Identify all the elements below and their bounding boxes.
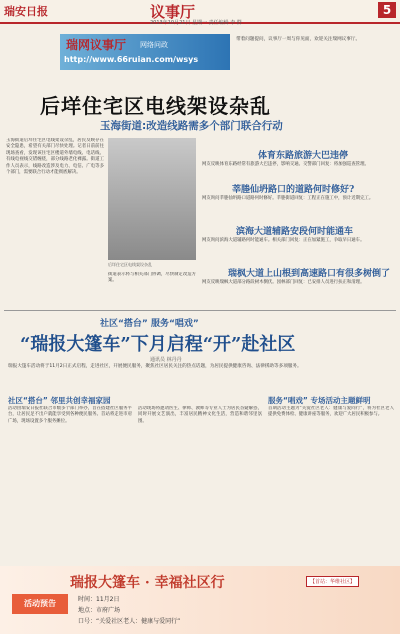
promo-place: 地点：市府广场 [78, 607, 121, 614]
story2-lead: 瑞报大篷车活动将于11月2日正式启程，走进社区，开展便民服务，聚焦社区居民关注的热点话题，为居民提供健康咨询、法律援助等多项服务。 [8, 364, 302, 369]
lead-photo [108, 138, 196, 260]
news-text-1: 网友反映体育东路经常有旅游大巴违停，影响交通。交警部门回复：将加强巡查管理。 [202, 162, 369, 167]
banner-intro: 带着问题提问，议事厅一周与你见面，欢迎关注瑞网议事厅。 [236, 37, 361, 42]
page-number: 5 [378, 2, 396, 18]
banner-url[interactable]: http://www.66ruian.com/wsys [64, 55, 199, 64]
photo-caption: 后垟住宅区电线架设杂乱 [108, 262, 152, 267]
subsection-1-text: 活动由瑞安日报社联合市级多个部门举办，旨在搭建社区服务平台，让居民足不出户就能享受到各种便民服务。首站将走进市府广场，现场设置多个服务摊位。 [8, 406, 132, 424]
paper-name: 瑞安日报 [4, 5, 48, 18]
subsection-3-text: 首期活动主题为“关爱社区老人：健康与爱同行”，将为社区老人提供免费体检、健康讲座等服务，欢迎广大居民积极参与。 [268, 406, 394, 418]
news-text-4: 网友反映瑞枫大道部分路段树木倒伏。园林部门回复：已安排人员进行扶正和清理。 [202, 280, 365, 285]
news-text-2: 网友询问莘塍仙坍路口道路何时修好。莘塍街道回复：工程正在施工中，预计近期完工。 [202, 196, 374, 201]
news-head-4: 瑞枫大道上山根到高速路口有很多树倒了 [228, 269, 391, 279]
subhead-1: 社区“搭台” 邻里共创幸福家园 [8, 396, 111, 405]
issue-info: 2013年10月21日 星期一 责任编辑 李 群 [150, 20, 242, 26]
section-divider [4, 310, 396, 311]
news-text-3: 网友询问滨海大道辅路何时能通车。相关部门回复：正在加紧施工，争取早日通车。 [202, 238, 365, 243]
promo-label: 活动预告 [12, 594, 68, 614]
promo-tag: 【首站：华维社区】 [306, 576, 359, 587]
lead-subheadline: 玉海街道:改造线路需多个部门联合行动 [100, 120, 283, 132]
story2-byline: 通讯员 林丹丹 [150, 357, 182, 363]
subsection-2-text: 活动现场将邀请医生、律师、教师等专业人士为居民答疑解惑，同时开展文艺演出，丰富居民精神文化生活，营造和谐邻里氛围。 [138, 406, 262, 424]
section-title: 议事厅 [150, 3, 196, 21]
lead-body-continued: 街道表示将与相关部门协调，尽快制定改造方案。 [108, 272, 196, 284]
news-head-1: 体育东路旅游大巴违停 [258, 151, 349, 161]
promo-time: 时间：11月2日 [78, 596, 120, 603]
promo-title: 瑞报大篷车 · 幸福社区行 [70, 575, 225, 591]
news-head-2: 莘塍仙坍路口的道路何时修好? [232, 185, 355, 195]
lead-body: 玉海街道后垟住宅区电线架设杂乱，居民反映存在安全隐患，希望有关部门尽快处理。记者日前前往现场查看，发现该住宅区楼道外墙电线、电话线、有线电视线交错缠绕，部分线路老化裸露。街道工作人员表示，线路改造涉及电力、电信、广电等多个部门，需要联合行动才能彻底解决。 [6, 138, 104, 176]
lead-headline: 后垟住宅区电线架设杂乱 [40, 94, 271, 118]
subhead-3: 服务“唱戏” 专场活动主题鲜明 [268, 396, 371, 405]
promo-topic: 口号：“关爱社区老人：健康与爱同行” [78, 618, 181, 625]
banner-subtitle: 网络问政 [140, 41, 168, 49]
news-head-3: 滨海大道辅路安段何时能通车 [236, 227, 354, 237]
banner-title: 瑞网议事厅 [66, 38, 127, 52]
story2-kicker: 社区“搭台” 服务“唱戏” [100, 319, 199, 329]
story2-headline: “瑞报大篷车”下月启程“开”赴社区 [20, 334, 296, 355]
